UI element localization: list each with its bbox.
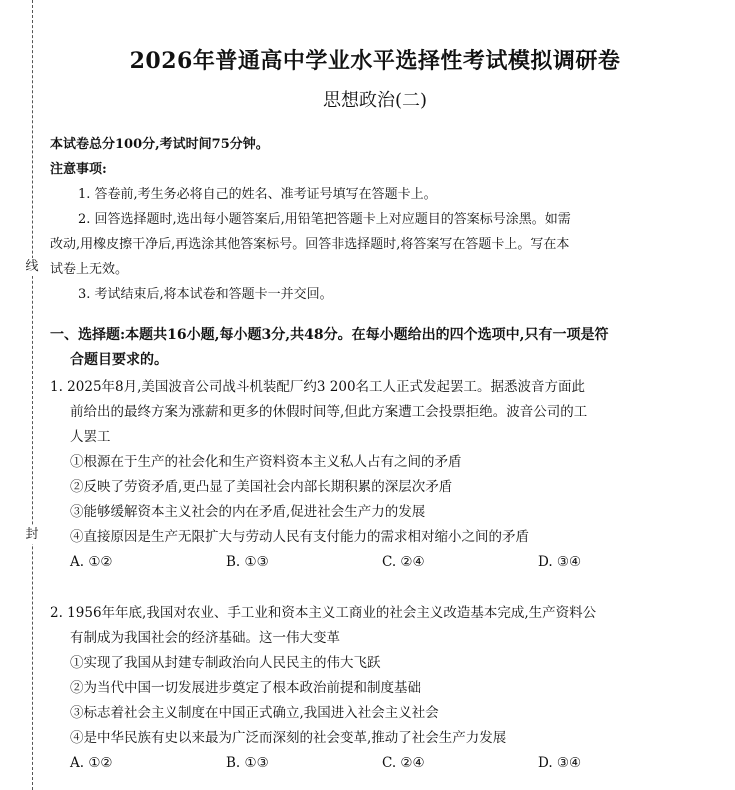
option-d: D. ③④ (538, 554, 582, 570)
note-2-line-2: 改动,用橡皮擦干净后,再选涂其他答案标号。回答非选择题时,将答案写在答题卡上。写在本 (50, 237, 570, 252)
exam-instructions (50, 132, 700, 307)
note-2-line-3: 试卷上无效。 (50, 262, 129, 277)
option-b: B. ①③ (226, 554, 269, 570)
statement-1: ①实现了我国从封建专制政治向人民民主的伟大飞跃 (70, 655, 381, 671)
answer-options (50, 550, 700, 575)
statement-4: ④直接原因是生产无限扩大与劳动人民有支付能力的需求相对缩小之间的矛盾 (70, 529, 529, 545)
total-score-line: 本试卷总分100分,考试时间75分钟。 (50, 137, 269, 152)
option-c: C. ②④ (382, 755, 425, 771)
option-b: B. ①③ (226, 755, 269, 771)
question-stem-line: 2. 1956年年底,我国对农业、手工业和资本主义工商业的社会主义改造基本完成,生产资料公 (50, 605, 597, 621)
statement-3: ③标志着社会主义制度在中国正式确立,我国进入社会主义社会 (70, 705, 439, 721)
statement-2: ②为当代中国一切发展进步奠定了根本政治前提和制度基础 (70, 680, 421, 696)
section-heading (50, 323, 700, 373)
binding-mark-line: 线 (23, 258, 41, 276)
statement-1: ①根源在于生产的社会化和生产资料资本主义私人占有之间的矛盾 (70, 454, 462, 470)
question-1 (50, 375, 700, 575)
note-1: 1. 答卷前,考生务必将自己的姓名、准考证号填写在答题卡上。 (78, 187, 437, 202)
question-stem-line: 1. 2025年8月,美国波音公司战斗机装配厂约3 200名工人正式发起罢工。据悉波音方面此 (50, 379, 586, 395)
note-2-line-1: 2. 回答选择题时,选出每小题答案后,用铅笔把答题卡上对应题目的答案标号涂黑。如需 (78, 212, 571, 227)
question-2 (50, 601, 700, 776)
question-stem-line: 有制成为我国社会的经济基础。这一伟大变革 (70, 630, 340, 646)
notes-heading: 注意事项: (50, 162, 107, 177)
statement-4: ④是中华民族有史以来最为广泛而深刻的社会变革,推动了社会生产力发展 (70, 730, 507, 746)
question-stem-line: 前给出的最终方案为涨薪和更多的休假时间等,但此方案遭工会投票拒绝。波音公司的工 (70, 404, 588, 420)
statement-3: ③能够缓解资本主义社会的内在矛盾,促进社会生产力的发展 (70, 504, 426, 520)
exam-title: 2026年普通高中学业水平选择性考试模拟调研卷 (129, 48, 621, 74)
option-c: C. ②④ (382, 554, 425, 570)
note-3: 3. 考试结束后,将本试卷和答题卡一并交回。 (78, 287, 333, 302)
statement-2: ②反映了劳资矛盾,更凸显了美国社会内部长期积累的深层次矛盾 (70, 479, 453, 495)
exam-subject: 思想政治(二) (322, 90, 428, 111)
option-d: D. ③④ (538, 755, 582, 771)
option-a: A. ①② (70, 554, 113, 570)
section-heading-line-1: 一、选择题:本题共16小题,每小题3分,共48分。在每小题给出的四个选项中,只有一项是符 (50, 327, 609, 343)
binding-dashed-line (32, 0, 33, 790)
section-heading-line-2: 合题目要求的。 (70, 352, 168, 368)
question-stem-line: 人罢工 (70, 429, 111, 445)
answer-options (50, 751, 700, 776)
binding-mark-seal: 封 (23, 526, 41, 544)
option-a: A. ①② (70, 755, 113, 771)
